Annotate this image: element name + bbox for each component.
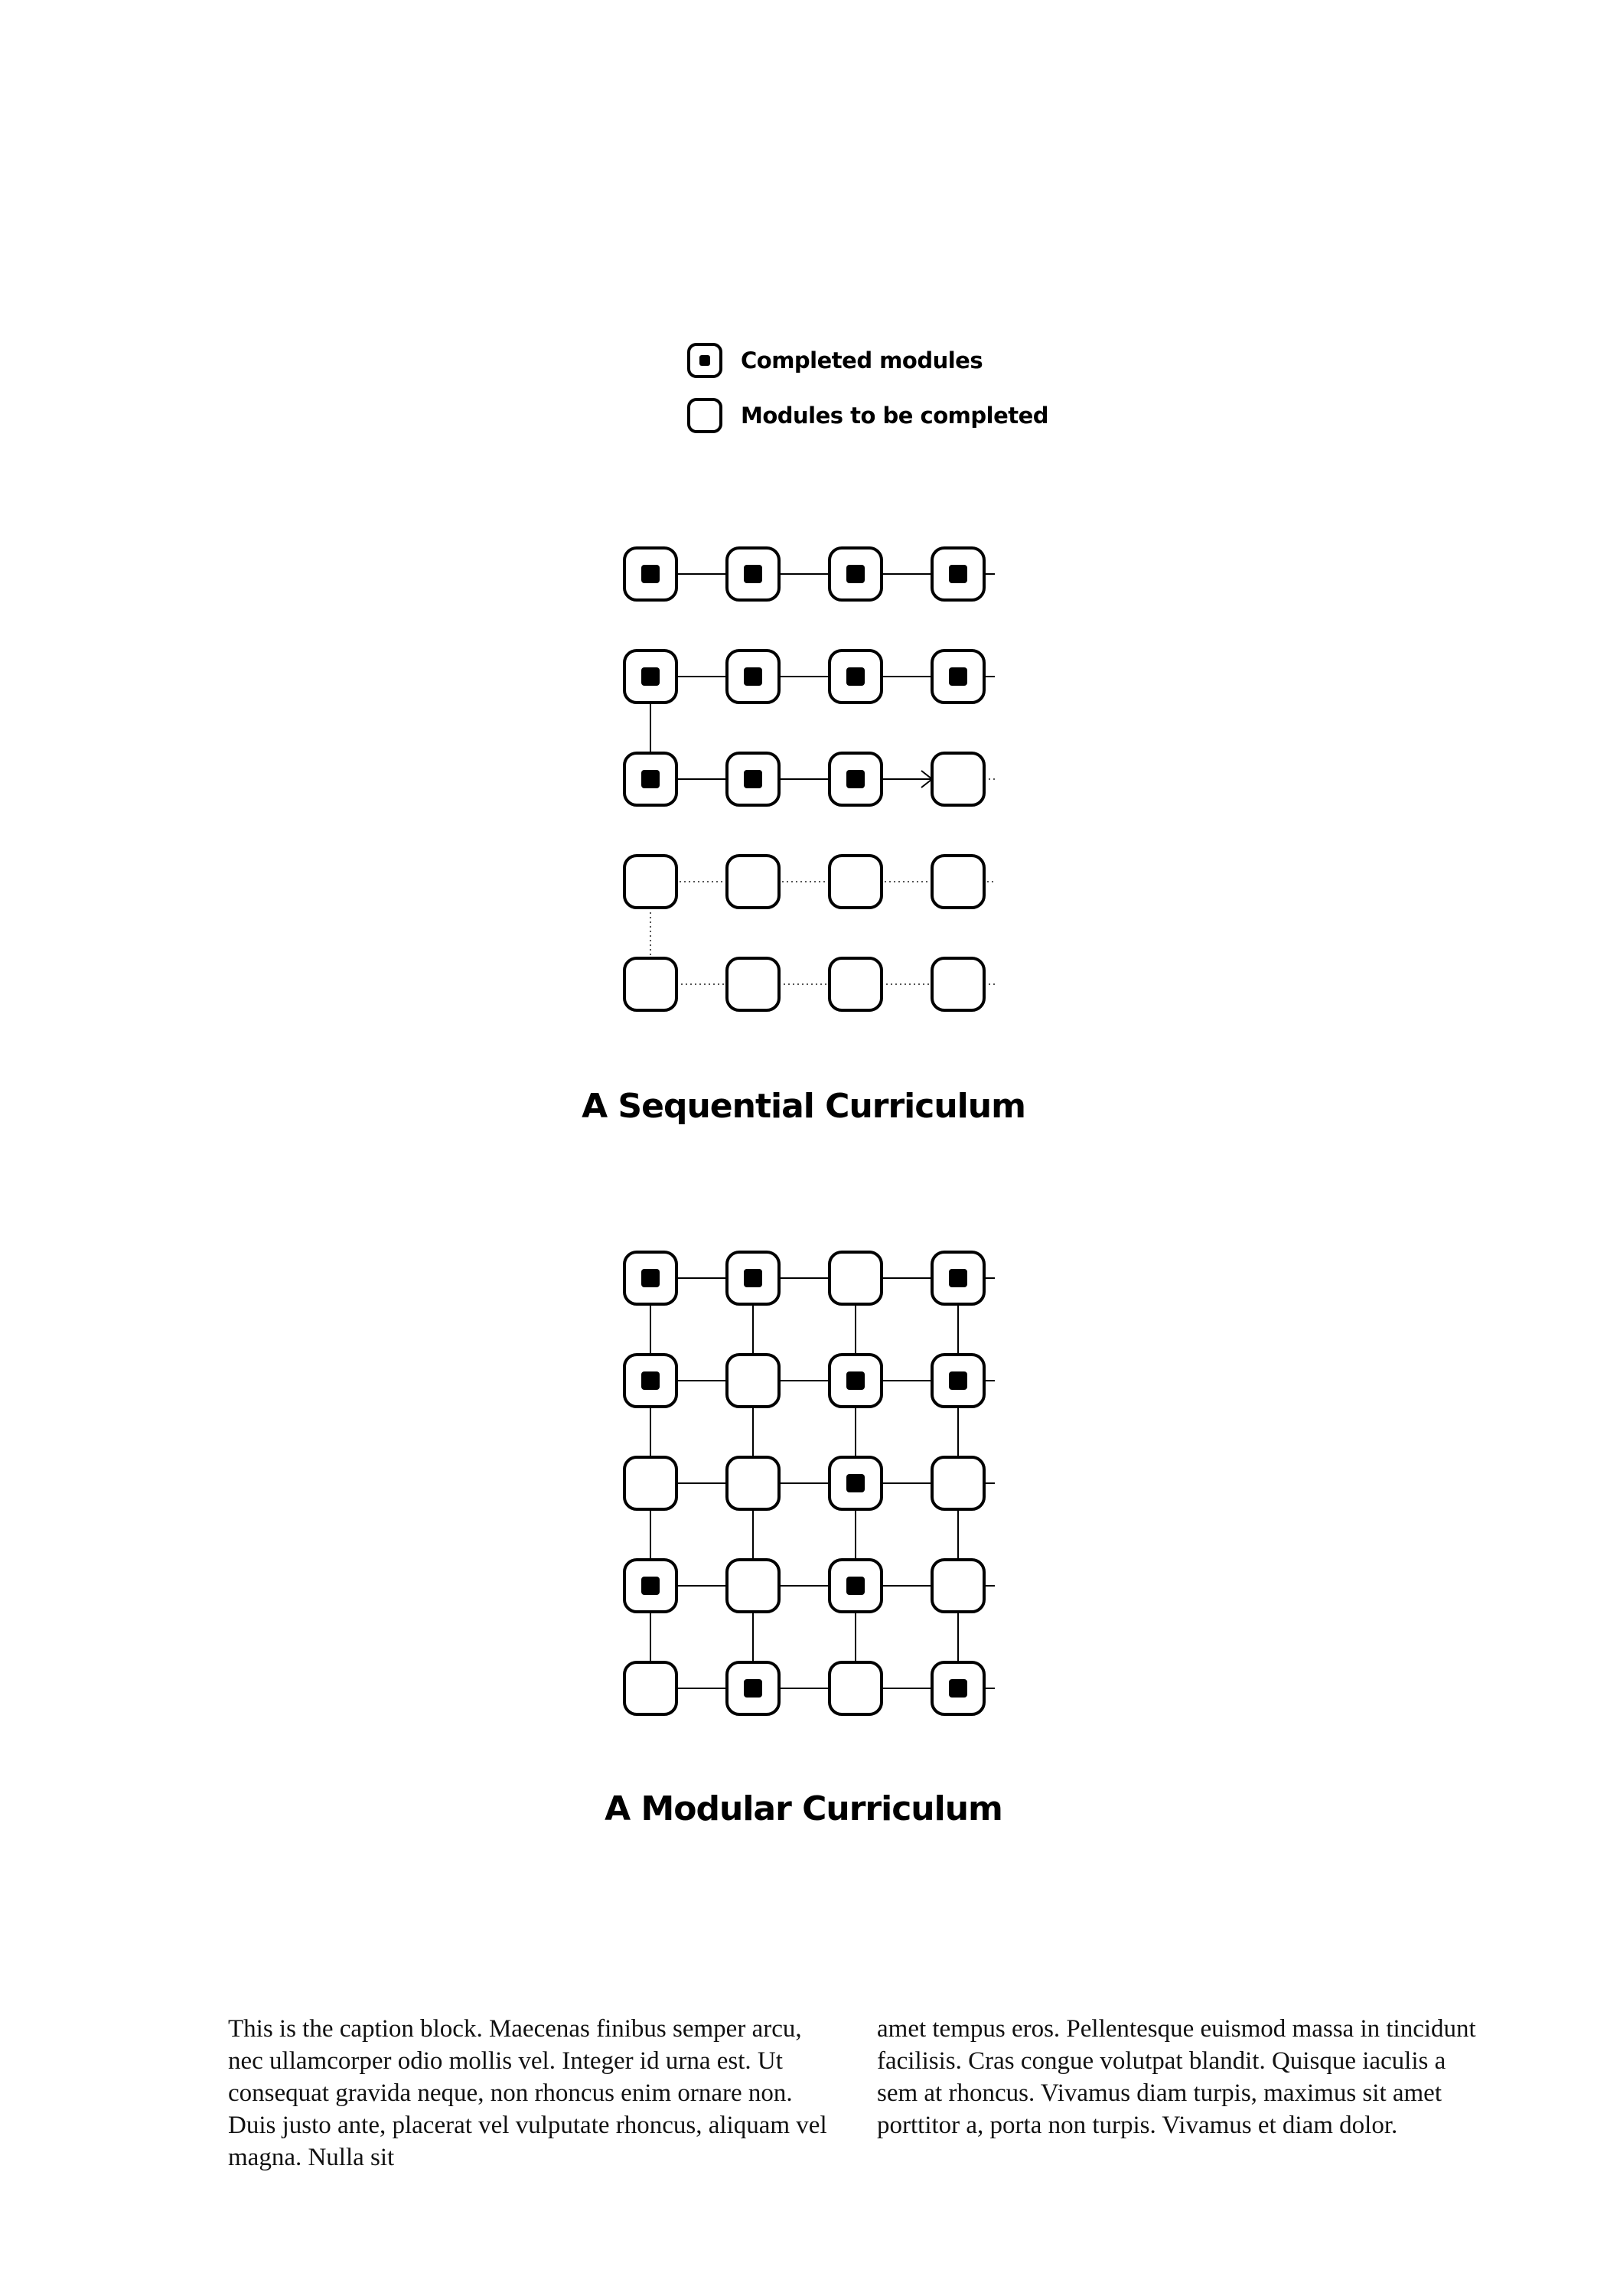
sequential-module-1-1 <box>727 651 779 703</box>
pending-module-icon <box>932 1560 984 1612</box>
modular-module-0-2 <box>830 1252 882 1304</box>
completed-dot <box>846 1577 865 1595</box>
completed-dot <box>744 1679 762 1698</box>
pending-module-icon <box>727 1355 779 1407</box>
completed-dot <box>744 667 762 686</box>
pending-module-icon <box>687 398 722 433</box>
modular-module-1-0 <box>624 1355 676 1407</box>
completed-dot <box>846 565 865 583</box>
sequential-module-3-1 <box>727 856 779 908</box>
completed-dot <box>846 1474 865 1492</box>
pending-module-icon <box>727 958 779 1010</box>
pending-module-icon <box>830 1662 882 1714</box>
modular-module-0-3 <box>932 1252 984 1304</box>
pending-module-icon <box>932 856 984 908</box>
completed-dot <box>846 667 865 686</box>
completed-dot <box>744 565 762 583</box>
sequential-module-1-3 <box>932 651 984 703</box>
completed-dot <box>949 667 967 686</box>
modular-module-4-0 <box>624 1662 676 1714</box>
pending-module-icon <box>727 1457 779 1509</box>
completed-dot <box>641 1371 660 1390</box>
legend-completed-label: Completed modules <box>741 347 983 373</box>
modular-curriculum-title: A Modular Curriculum <box>605 1789 1002 1828</box>
completed-dot <box>744 1269 762 1287</box>
completed-dot <box>699 355 710 366</box>
completed-dot <box>641 565 660 583</box>
sequential-module-0-0 <box>624 548 676 600</box>
completed-dot <box>641 1269 660 1287</box>
caption-column-2: amet tempus eros. Pellentesque euismod massa in tincidunt facilisis. Cras congue volutpat blandit. Quisque iaculis a sem at rhoncus. Vivamus diam turpis, maximus sit amet porttitor a, porta non turpis. Vivamus et diam dolor. <box>877 2015 1476 2139</box>
pending-module-icon <box>932 958 984 1010</box>
pending-module-icon <box>727 856 779 908</box>
sequential-module-4-3 <box>932 958 984 1010</box>
sequential-module-2-0 <box>624 753 676 805</box>
sequential-module-2-3 <box>932 753 984 805</box>
modular-module-4-2 <box>830 1662 882 1714</box>
sequential-module-2-1 <box>727 753 779 805</box>
pending-module-icon <box>932 1457 984 1509</box>
modular-module-3-0 <box>624 1560 676 1612</box>
modular-module-4-1 <box>727 1662 779 1714</box>
completed-dot <box>744 770 762 788</box>
sequential-module-4-2 <box>830 958 882 1010</box>
completed-dot <box>846 770 865 788</box>
pending-module-icon <box>624 1662 676 1714</box>
sequential-module-1-2 <box>830 651 882 703</box>
pending-module-icon <box>624 1457 676 1509</box>
sequential-module-2-2 <box>830 753 882 805</box>
modular-module-2-2 <box>830 1457 882 1509</box>
caption-column-1: This is the caption block. Maecenas finibus semper arcu, nec ullamcorper odio mollis vel. Integer id urna est. Ut consequat gravida neque, non rhoncus enim ornare non. Duis justo ante, placerat vel vulputate rhoncus, aliquam vel magna. Nulla sit <box>228 2015 827 2171</box>
pending-module-icon <box>624 856 676 908</box>
modular-curriculum-diagram <box>612 1240 995 1745</box>
modular-module-0-1 <box>727 1252 779 1304</box>
completed-dot <box>641 1577 660 1595</box>
completed-dot <box>949 1371 967 1390</box>
sequential-module-3-0 <box>624 856 676 908</box>
sequential-module-4-0 <box>624 958 676 1010</box>
modular-module-3-2 <box>830 1560 882 1612</box>
modular-module-1-1 <box>727 1355 779 1407</box>
sequential-module-0-3 <box>932 548 984 600</box>
pending-module-icon <box>830 958 882 1010</box>
modular-module-0-0 <box>624 1252 676 1304</box>
sequential-curriculum-diagram <box>612 536 995 1041</box>
pending-module-icon <box>624 958 676 1010</box>
legend-completed <box>687 343 1085 383</box>
modular-module-2-1 <box>727 1457 779 1509</box>
modular-module-4-3 <box>932 1662 984 1714</box>
modular-module-2-0 <box>624 1457 676 1509</box>
modular-module-2-3 <box>932 1457 984 1509</box>
completed-dot <box>949 565 967 583</box>
sequential-module-0-1 <box>727 548 779 600</box>
pending-module-icon <box>830 1252 882 1304</box>
completed-dot <box>949 1679 967 1698</box>
pending-module-icon <box>727 1560 779 1612</box>
modular-module-1-2 <box>830 1355 882 1407</box>
legend-pending-label: Modules to be completed <box>741 403 1049 429</box>
completed-dot <box>846 1371 865 1390</box>
completed-dot <box>641 770 660 788</box>
modular-module-3-1 <box>727 1560 779 1612</box>
legend-pending <box>687 398 1085 438</box>
sequential-module-0-2 <box>830 548 882 600</box>
sequential-module-3-3 <box>932 856 984 908</box>
sequential-curriculum-title: A Sequential Curriculum <box>582 1087 1025 1126</box>
sequential-module-4-1 <box>727 958 779 1010</box>
sequential-module-1-0 <box>624 651 676 703</box>
pending-module-icon <box>932 753 984 805</box>
modular-module-1-3 <box>932 1355 984 1407</box>
completed-module-icon <box>687 343 722 378</box>
modular-module-3-3 <box>932 1560 984 1612</box>
pending-module-icon <box>830 856 882 908</box>
completed-dot <box>949 1269 967 1287</box>
sequential-module-3-2 <box>830 856 882 908</box>
completed-dot <box>641 667 660 686</box>
